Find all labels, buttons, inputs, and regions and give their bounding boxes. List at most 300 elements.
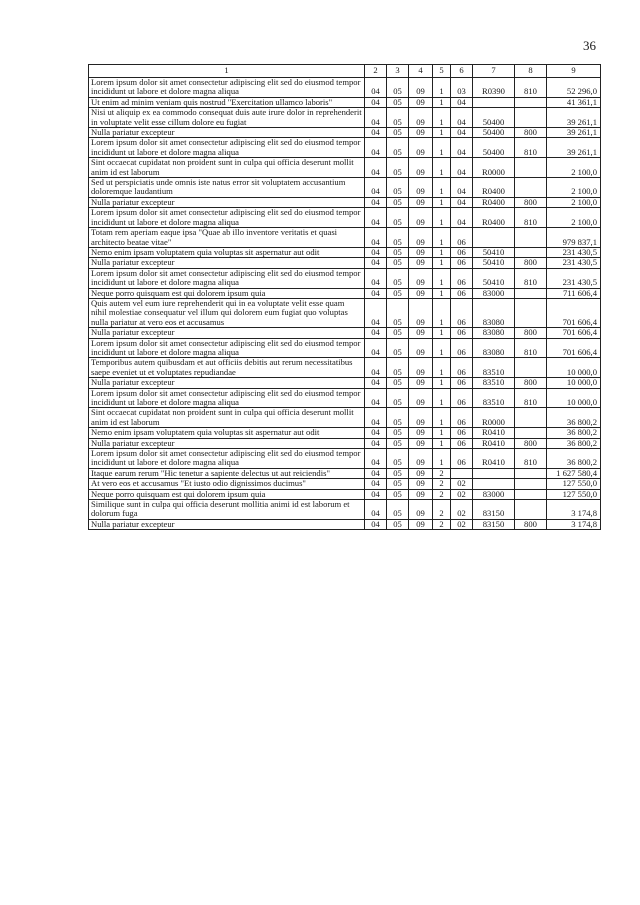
ministry-code-cell: 04 <box>365 158 387 178</box>
section-code-cell: 05 <box>387 97 409 107</box>
subsection-code-cell: 09 <box>409 479 433 489</box>
table-row <box>89 97 601 107</box>
target-code-cell: 83080 <box>473 298 515 327</box>
target-code-cell: 83510 <box>473 388 515 408</box>
section-code-cell: 05 <box>387 468 409 478</box>
description-cell: Nemo enim ipsam voluptatem quia voluptas sit aspernatur aut odit <box>89 428 365 438</box>
program-code-cell: 1 <box>433 358 451 378</box>
table-row <box>89 449 601 469</box>
program-code-cell: 1 <box>433 108 451 128</box>
expense-type-cell <box>515 428 547 438</box>
ministry-code-cell: 04 <box>365 449 387 469</box>
target-code-cell: R0390 <box>473 78 515 98</box>
section-code-cell: 05 <box>387 138 409 158</box>
subsection-code-cell: 09 <box>409 197 433 207</box>
subprogram-code-cell: 06 <box>451 298 473 327</box>
subsection-code-cell: 09 <box>409 298 433 327</box>
table-row <box>89 519 601 529</box>
description-cell: Neque porro quisquam est qui dolorem ipsum quia <box>89 288 365 298</box>
expense-type-cell: 810 <box>515 338 547 358</box>
subprogram-code-cell: 06 <box>451 408 473 428</box>
subsection-code-cell: 09 <box>409 138 433 158</box>
program-code-cell: 1 <box>433 378 451 388</box>
section-code-cell: 05 <box>387 197 409 207</box>
amount-cell: 2 100,0 <box>547 197 601 207</box>
subprogram-code-cell: 06 <box>451 438 473 448</box>
subprogram-code-cell: 06 <box>451 449 473 469</box>
subprogram-code-cell: 06 <box>451 338 473 358</box>
section-code-cell: 05 <box>387 258 409 268</box>
section-code-cell: 05 <box>387 298 409 327</box>
target-code-cell: 83080 <box>473 328 515 338</box>
section-code-cell: 05 <box>387 438 409 448</box>
subprogram-code-cell: 04 <box>451 197 473 207</box>
header-cell: 2 <box>365 65 387 78</box>
amount-cell: 701 606,4 <box>547 298 601 327</box>
section-code-cell: 05 <box>387 378 409 388</box>
amount-cell: 3 174,8 <box>547 519 601 529</box>
amount-cell: 979 837,1 <box>547 228 601 248</box>
table-row <box>89 258 601 268</box>
amount-cell: 127 550,0 <box>547 489 601 499</box>
ministry-code-cell: 04 <box>365 428 387 438</box>
description-cell: Sed ut perspiciatis unde omnis iste natus error sit voluptatem accusantium doloremque laudantium <box>89 178 365 198</box>
target-code-cell <box>473 479 515 489</box>
program-code-cell: 1 <box>433 449 451 469</box>
description-cell: Nisi ut aliquip ex ea commodo consequat duis aute irure dolor in reprehenderit in voluptate velit esse cillum dolore eu fugiat <box>89 108 365 128</box>
header-cell: 1 <box>89 65 365 78</box>
section-code-cell: 05 <box>387 358 409 378</box>
expense-type-cell <box>515 298 547 327</box>
target-code-cell: R0000 <box>473 408 515 428</box>
description-cell: Neque porro quisquam est qui dolorem ipsum quia <box>89 489 365 499</box>
table-row <box>89 247 601 257</box>
amount-cell: 39 261,1 <box>547 138 601 158</box>
ministry-code-cell: 04 <box>365 378 387 388</box>
subprogram-code-cell: 06 <box>451 388 473 408</box>
ministry-code-cell: 04 <box>365 128 387 138</box>
ministry-code-cell: 04 <box>365 388 387 408</box>
program-code-cell: 1 <box>433 298 451 327</box>
amount-cell: 701 606,4 <box>547 338 601 358</box>
expense-type-cell <box>515 489 547 499</box>
amount-cell: 231 430,5 <box>547 258 601 268</box>
header-cell: 9 <box>547 65 601 78</box>
target-code-cell: 83150 <box>473 519 515 529</box>
description-cell: Similique sunt in culpa qui officia deserunt mollitia animi id est laborum et dolorum fuga <box>89 500 365 520</box>
subsection-code-cell: 09 <box>409 78 433 98</box>
program-code-cell: 2 <box>433 468 451 478</box>
table-row <box>89 178 601 198</box>
expense-type-cell <box>515 97 547 107</box>
description-cell: Totam rem aperiam eaque ipsa "Quae ab illo inventore veritatis et quasi architecto beatae vitae" <box>89 228 365 248</box>
expense-type-cell: 810 <box>515 208 547 228</box>
target-code-cell: R0400 <box>473 197 515 207</box>
amount-cell: 10 000,0 <box>547 358 601 378</box>
table-row <box>89 288 601 298</box>
section-code-cell: 05 <box>387 158 409 178</box>
section-code-cell: 05 <box>387 489 409 499</box>
expense-type-cell: 800 <box>515 128 547 138</box>
description-cell: Lorem ipsum dolor sit amet consectetur adipiscing elit sed do eiusmod tempor incididunt ut labore et dolore magna aliqua <box>89 138 365 158</box>
ministry-code-cell: 04 <box>365 519 387 529</box>
expense-type-cell: 800 <box>515 438 547 448</box>
description-cell: Lorem ipsum dolor sit amet consectetur adipiscing elit sed do eiusmod tempor incididunt ut labore et dolore magna aliqua <box>89 208 365 228</box>
subsection-code-cell: 09 <box>409 108 433 128</box>
ministry-code-cell: 04 <box>365 408 387 428</box>
table-header-row <box>89 65 601 78</box>
subprogram-code-cell <box>451 468 473 478</box>
description-cell: Nemo enim ipsam voluptatem quia voluptas sit aspernatur aut odit <box>89 247 365 257</box>
description-cell: Nulla pariatur excepteur <box>89 438 365 448</box>
amount-cell: 231 430,5 <box>547 247 601 257</box>
amount-cell: 231 430,5 <box>547 268 601 288</box>
section-code-cell: 05 <box>387 208 409 228</box>
table-row <box>89 158 601 178</box>
table-row <box>89 138 601 158</box>
amount-cell: 36 800,2 <box>547 438 601 448</box>
table-row <box>89 78 601 98</box>
table-row <box>89 489 601 499</box>
program-code-cell: 1 <box>433 388 451 408</box>
ministry-code-cell: 04 <box>365 178 387 198</box>
expense-type-cell: 810 <box>515 138 547 158</box>
ministry-code-cell: 04 <box>365 228 387 248</box>
subsection-code-cell: 09 <box>409 468 433 478</box>
description-cell: Nulla pariatur excepteur <box>89 378 365 388</box>
header-cell: 8 <box>515 65 547 78</box>
subprogram-code-cell: 02 <box>451 489 473 499</box>
table-row <box>89 298 601 327</box>
subprogram-code-cell: 02 <box>451 519 473 529</box>
page-number: 36 <box>583 38 596 53</box>
subprogram-code-cell: 06 <box>451 288 473 298</box>
section-code-cell: 05 <box>387 328 409 338</box>
ministry-code-cell: 04 <box>365 138 387 158</box>
ministry-code-cell: 04 <box>365 328 387 338</box>
subsection-code-cell: 09 <box>409 328 433 338</box>
ministry-code-cell: 04 <box>365 208 387 228</box>
subsection-code-cell: 09 <box>409 338 433 358</box>
header-cell: 7 <box>473 65 515 78</box>
subprogram-code-cell: 06 <box>451 228 473 248</box>
target-code-cell: R0000 <box>473 158 515 178</box>
section-code-cell: 05 <box>387 479 409 489</box>
subsection-code-cell: 09 <box>409 268 433 288</box>
table-row <box>89 388 601 408</box>
table-row <box>89 197 601 207</box>
table-row <box>89 500 601 520</box>
subsection-code-cell: 09 <box>409 449 433 469</box>
subprogram-code-cell: 06 <box>451 378 473 388</box>
table-row <box>89 268 601 288</box>
description-cell: Nulla pariatur excepteur <box>89 258 365 268</box>
expense-type-cell <box>515 468 547 478</box>
target-code-cell: 50410 <box>473 268 515 288</box>
expense-type-cell <box>515 500 547 520</box>
program-code-cell: 1 <box>433 268 451 288</box>
description-cell: Sint occaecat cupidatat non proident sunt in culpa qui officia deserunt mollit anim id est laborum <box>89 158 365 178</box>
subprogram-code-cell: 02 <box>451 500 473 520</box>
program-code-cell: 1 <box>433 338 451 358</box>
program-code-cell: 1 <box>433 138 451 158</box>
expense-type-cell: 800 <box>515 519 547 529</box>
description-cell: Sint occaecat cupidatat non proident sunt in culpa qui officia deserunt mollit anim id est laborum <box>89 408 365 428</box>
target-code-cell: 50400 <box>473 108 515 128</box>
subprogram-code-cell: 04 <box>451 108 473 128</box>
expense-type-cell: 800 <box>515 378 547 388</box>
subprogram-code-cell: 04 <box>451 97 473 107</box>
target-code-cell: 50400 <box>473 128 515 138</box>
expense-type-cell <box>515 247 547 257</box>
section-code-cell: 05 <box>387 500 409 520</box>
program-code-cell: 2 <box>433 500 451 520</box>
program-code-cell: 1 <box>433 247 451 257</box>
program-code-cell: 2 <box>433 479 451 489</box>
header-cell: 5 <box>433 65 451 78</box>
table-row <box>89 479 601 489</box>
section-code-cell: 05 <box>387 128 409 138</box>
target-code-cell: 83510 <box>473 358 515 378</box>
target-code-cell: 83000 <box>473 489 515 499</box>
program-code-cell: 1 <box>433 178 451 198</box>
ministry-code-cell: 04 <box>365 108 387 128</box>
subsection-code-cell: 09 <box>409 97 433 107</box>
description-cell: Quis autem vel eum iure reprehenderit qui in ea voluptate velit esse quam nihil molestiae consequatur vel illum qui dolorem eum fugiat quo voluptas nulla pariatur at vero eos et accusamus <box>89 298 365 327</box>
expense-type-cell <box>515 479 547 489</box>
expense-type-cell <box>515 178 547 198</box>
header-cell: 3 <box>387 65 409 78</box>
target-code-cell: 83150 <box>473 500 515 520</box>
program-code-cell: 1 <box>433 97 451 107</box>
subsection-code-cell: 09 <box>409 128 433 138</box>
subprogram-code-cell: 02 <box>451 479 473 489</box>
section-code-cell: 05 <box>387 78 409 98</box>
program-code-cell: 1 <box>433 128 451 138</box>
section-code-cell: 05 <box>387 178 409 198</box>
description-cell: Itaque earum rerum "Hic tenetur a sapiente delectus ut aut reiciendis" <box>89 468 365 478</box>
section-code-cell: 05 <box>387 288 409 298</box>
amount-cell: 52 296,0 <box>547 78 601 98</box>
target-code-cell: 83080 <box>473 338 515 358</box>
table-row <box>89 208 601 228</box>
section-code-cell: 05 <box>387 408 409 428</box>
amount-cell: 39 261,1 <box>547 128 601 138</box>
amount-cell: 36 800,2 <box>547 408 601 428</box>
program-code-cell: 2 <box>433 519 451 529</box>
program-code-cell: 1 <box>433 328 451 338</box>
target-code-cell: 83510 <box>473 378 515 388</box>
amount-cell: 2 100,0 <box>547 158 601 178</box>
program-code-cell: 1 <box>433 428 451 438</box>
subsection-code-cell: 09 <box>409 519 433 529</box>
section-code-cell: 05 <box>387 228 409 248</box>
expense-type-cell: 810 <box>515 78 547 98</box>
description-cell: At vero eos et accusamus "Et iusto odio dignissimos ducimus" <box>89 479 365 489</box>
target-code-cell: R0400 <box>473 208 515 228</box>
subsection-code-cell: 09 <box>409 288 433 298</box>
amount-cell: 10 000,0 <box>547 378 601 388</box>
subsection-code-cell: 09 <box>409 158 433 178</box>
program-code-cell: 1 <box>433 197 451 207</box>
expense-type-cell: 810 <box>515 388 547 408</box>
subsection-code-cell: 09 <box>409 500 433 520</box>
ministry-code-cell: 04 <box>365 438 387 448</box>
description-cell: Nulla pariatur excepteur <box>89 328 365 338</box>
section-code-cell: 05 <box>387 247 409 257</box>
ministry-code-cell: 04 <box>365 288 387 298</box>
amount-cell: 3 174,8 <box>547 500 601 520</box>
subprogram-code-cell: 03 <box>451 78 473 98</box>
subsection-code-cell: 09 <box>409 258 433 268</box>
ministry-code-cell: 04 <box>365 258 387 268</box>
expense-type-cell <box>515 108 547 128</box>
table-body <box>89 78 601 530</box>
description-cell: Lorem ipsum dolor sit amet consectetur adipiscing elit sed do eiusmod tempor incididunt ut labore et dolore magna aliqua <box>89 78 365 98</box>
subprogram-code-cell: 06 <box>451 258 473 268</box>
amount-cell: 2 100,0 <box>547 178 601 198</box>
subprogram-code-cell: 04 <box>451 178 473 198</box>
table-row <box>89 438 601 448</box>
description-cell: Lorem ipsum dolor sit amet consectetur adipiscing elit sed do eiusmod tempor incididunt ut labore et dolore magna aliqua <box>89 268 365 288</box>
subprogram-code-cell: 06 <box>451 268 473 288</box>
ministry-code-cell: 04 <box>365 97 387 107</box>
target-code-cell <box>473 228 515 248</box>
section-code-cell: 05 <box>387 388 409 408</box>
subsection-code-cell: 09 <box>409 247 433 257</box>
expense-type-cell: 800 <box>515 197 547 207</box>
table-row <box>89 128 601 138</box>
program-code-cell: 1 <box>433 78 451 98</box>
section-code-cell: 05 <box>387 268 409 288</box>
amount-cell: 36 800,2 <box>547 449 601 469</box>
subsection-code-cell: 09 <box>409 378 433 388</box>
ministry-code-cell: 04 <box>365 197 387 207</box>
subsection-code-cell: 09 <box>409 489 433 499</box>
description-cell: Lorem ipsum dolor sit amet consectetur adipiscing elit sed do eiusmod tempor incididunt ut labore et dolore magna aliqua <box>89 449 365 469</box>
expense-type-cell <box>515 408 547 428</box>
expense-type-cell: 800 <box>515 258 547 268</box>
ministry-code-cell: 04 <box>365 500 387 520</box>
ministry-code-cell: 04 <box>365 268 387 288</box>
target-code-cell: 83000 <box>473 288 515 298</box>
target-code-cell <box>473 97 515 107</box>
subprogram-code-cell: 04 <box>451 208 473 228</box>
subsection-code-cell: 09 <box>409 438 433 448</box>
table-row <box>89 428 601 438</box>
amount-cell: 39 261,1 <box>547 108 601 128</box>
subprogram-code-cell: 06 <box>451 247 473 257</box>
target-code-cell: 50410 <box>473 258 515 268</box>
subsection-code-cell: 09 <box>409 228 433 248</box>
description-cell: Lorem ipsum dolor sit amet consectetur adipiscing elit sed do eiusmod tempor incididunt ut labore et dolore magna aliqua <box>89 338 365 358</box>
amount-cell: 127 550,0 <box>547 479 601 489</box>
description-cell: Temporibus autem quibusdam et aut officiis debitis aut rerum necessitatibus saepe eveniet ut et voluptates repudiandae <box>89 358 365 378</box>
header-cell: 6 <box>451 65 473 78</box>
expense-type-cell: 810 <box>515 449 547 469</box>
ministry-code-cell: 04 <box>365 298 387 327</box>
subsection-code-cell: 09 <box>409 358 433 378</box>
description-cell: Nulla pariatur excepteur <box>89 128 365 138</box>
description-cell: Nulla pariatur excepteur <box>89 197 365 207</box>
amount-cell: 1 627 580,4 <box>547 468 601 478</box>
program-code-cell: 1 <box>433 228 451 248</box>
subsection-code-cell: 09 <box>409 208 433 228</box>
section-code-cell: 05 <box>387 519 409 529</box>
target-code-cell: R0410 <box>473 428 515 438</box>
expense-type-cell <box>515 358 547 378</box>
section-code-cell: 05 <box>387 428 409 438</box>
subsection-code-cell: 09 <box>409 388 433 408</box>
ministry-code-cell: 04 <box>365 247 387 257</box>
section-code-cell: 05 <box>387 449 409 469</box>
subsection-code-cell: 09 <box>409 408 433 428</box>
budget-table <box>88 64 601 530</box>
program-code-cell: 1 <box>433 258 451 268</box>
ministry-code-cell: 04 <box>365 78 387 98</box>
amount-cell: 711 606,4 <box>547 288 601 298</box>
subsection-code-cell: 09 <box>409 178 433 198</box>
subsection-code-cell: 09 <box>409 428 433 438</box>
table-row <box>89 338 601 358</box>
program-code-cell: 1 <box>433 208 451 228</box>
program-code-cell: 2 <box>433 489 451 499</box>
amount-cell: 2 100,0 <box>547 208 601 228</box>
ministry-code-cell: 04 <box>365 468 387 478</box>
section-code-cell: 05 <box>387 108 409 128</box>
ministry-code-cell: 04 <box>365 479 387 489</box>
target-code-cell: 50410 <box>473 247 515 257</box>
target-code-cell: R0400 <box>473 178 515 198</box>
subprogram-code-cell: 04 <box>451 138 473 158</box>
section-code-cell: 05 <box>387 338 409 358</box>
program-code-cell: 1 <box>433 288 451 298</box>
amount-cell: 701 606,4 <box>547 328 601 338</box>
ministry-code-cell: 04 <box>365 489 387 499</box>
expense-type-cell: 810 <box>515 268 547 288</box>
ministry-code-cell: 04 <box>365 358 387 378</box>
expense-type-cell <box>515 288 547 298</box>
target-code-cell: 50400 <box>473 138 515 158</box>
ministry-code-cell: 04 <box>365 338 387 358</box>
subprogram-code-cell: 06 <box>451 428 473 438</box>
subprogram-code-cell: 06 <box>451 328 473 338</box>
target-code-cell: R0410 <box>473 449 515 469</box>
table-row <box>89 358 601 378</box>
description-cell: Nulla pariatur excepteur <box>89 519 365 529</box>
table-row <box>89 108 601 128</box>
subprogram-code-cell: 04 <box>451 128 473 138</box>
amount-cell: 41 361,1 <box>547 97 601 107</box>
expense-type-cell: 800 <box>515 328 547 338</box>
program-code-cell: 1 <box>433 438 451 448</box>
table-row <box>89 408 601 428</box>
description-cell: Ut enim ad minim veniam quis nostrud "Exercitation ullamco laboris" <box>89 97 365 107</box>
table-row <box>89 468 601 478</box>
subprogram-code-cell: 04 <box>451 158 473 178</box>
expense-type-cell <box>515 158 547 178</box>
expense-type-cell <box>515 228 547 248</box>
table-row <box>89 378 601 388</box>
target-code-cell: R0410 <box>473 438 515 448</box>
program-code-cell: 1 <box>433 158 451 178</box>
amount-cell: 36 800,2 <box>547 428 601 438</box>
subprogram-code-cell: 06 <box>451 358 473 378</box>
description-cell: Lorem ipsum dolor sit amet consectetur adipiscing elit sed do eiusmod tempor incididunt ut labore et dolore magna aliqua <box>89 388 365 408</box>
target-code-cell <box>473 468 515 478</box>
amount-cell: 10 000,0 <box>547 388 601 408</box>
table-row <box>89 328 601 338</box>
